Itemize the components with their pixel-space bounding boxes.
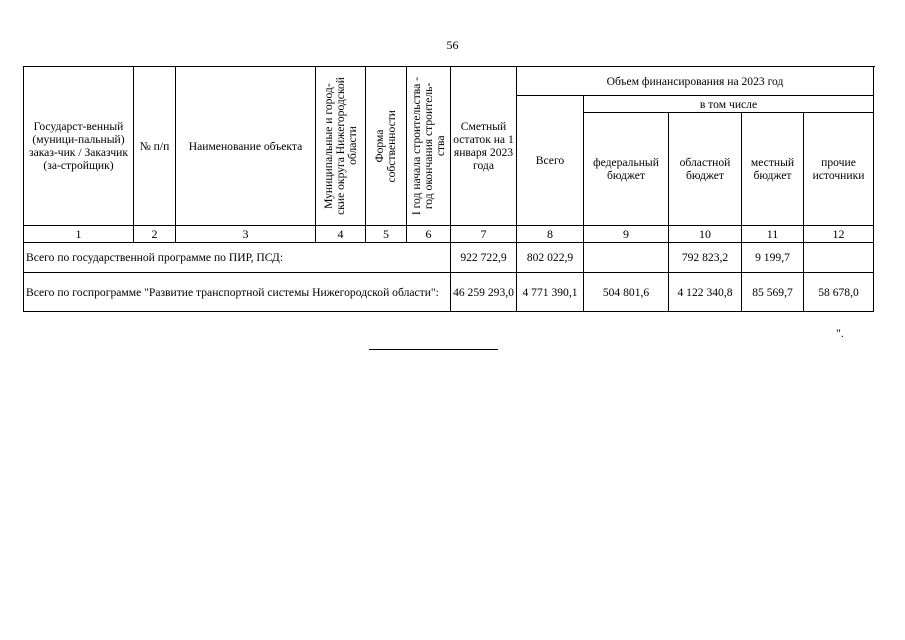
column-number: 1 (24, 226, 134, 243)
header-estimated-balance: Сметный остаток на 1 января 2023 года (451, 67, 517, 226)
header-num: № п/п (134, 67, 176, 226)
column-number: 2 (134, 226, 176, 243)
column-number: 3 (176, 226, 316, 243)
table-row (24, 243, 874, 273)
column-number: 8 (517, 226, 584, 243)
header-other: прочие источники (804, 113, 874, 226)
row-local: 85 569,7 (742, 273, 804, 312)
row-other: 58 678,0 (804, 273, 874, 312)
header-local: местный бюджет (742, 113, 804, 226)
row-federal: 504 801,6 (584, 273, 669, 312)
header-total: Всего (517, 96, 584, 226)
header-federal: федеральный бюджет (584, 113, 669, 226)
column-number: 6 (407, 226, 451, 243)
column-number: 11 (742, 226, 804, 243)
header-years (407, 67, 451, 226)
footer-separator-line (369, 349, 498, 350)
header-ownership-line: Форма (373, 129, 386, 163)
header-ownership (366, 67, 407, 226)
header-object-name: Наименование объекта (176, 67, 316, 226)
header-municipal-line: Муниципальные и город- (321, 83, 335, 209)
financing-table (23, 66, 874, 312)
header-municipal-line: области (345, 126, 359, 166)
header-years-line: ства (433, 135, 447, 157)
row-regional: 4 122 340,8 (669, 273, 742, 312)
column-number: 4 (316, 226, 366, 243)
header-regional: областной бюджет (669, 113, 742, 226)
header-ownership-line: собственности (385, 109, 398, 183)
row-other (804, 243, 874, 273)
table-row (24, 273, 874, 312)
header-municipal (316, 67, 366, 226)
row-local: 9 199,7 (742, 243, 804, 273)
row-federal (584, 243, 669, 273)
closing-quote: ". (836, 326, 844, 340)
column-number: 10 (669, 226, 742, 243)
row-total: 4 771 390,1 (517, 273, 584, 312)
header-financing: Объем финансирования на 2023 год (517, 67, 874, 96)
row-regional: 792 823,2 (669, 243, 742, 273)
column-number: 9 (584, 226, 669, 243)
row-label: Всего по государственной программе по ПИР, ПСД: (24, 243, 451, 273)
row-balance: 46 259 293,0 (451, 273, 517, 312)
header-customer: Государст-венный (муници-пальный) заказ-чик / Заказчик (за-стройщик) (24, 67, 134, 226)
header-including: в том числе (584, 96, 874, 113)
header-years-line: I год начала строительства - (409, 76, 423, 216)
column-number-row (24, 226, 874, 243)
column-number: 12 (804, 226, 874, 243)
column-number: 5 (366, 226, 407, 243)
header-years-line: год окончания строитель- (421, 82, 435, 210)
row-total: 802 022,9 (517, 243, 584, 273)
page-number: 56 (446, 38, 459, 52)
row-label: Всего по госпрограмме "Развитие транспортной системы Нижегородской области": (24, 273, 451, 312)
header-municipal-line: ские округа Нижегородской (333, 77, 347, 215)
row-balance: 922 722,9 (451, 243, 517, 273)
column-number: 7 (451, 226, 517, 243)
